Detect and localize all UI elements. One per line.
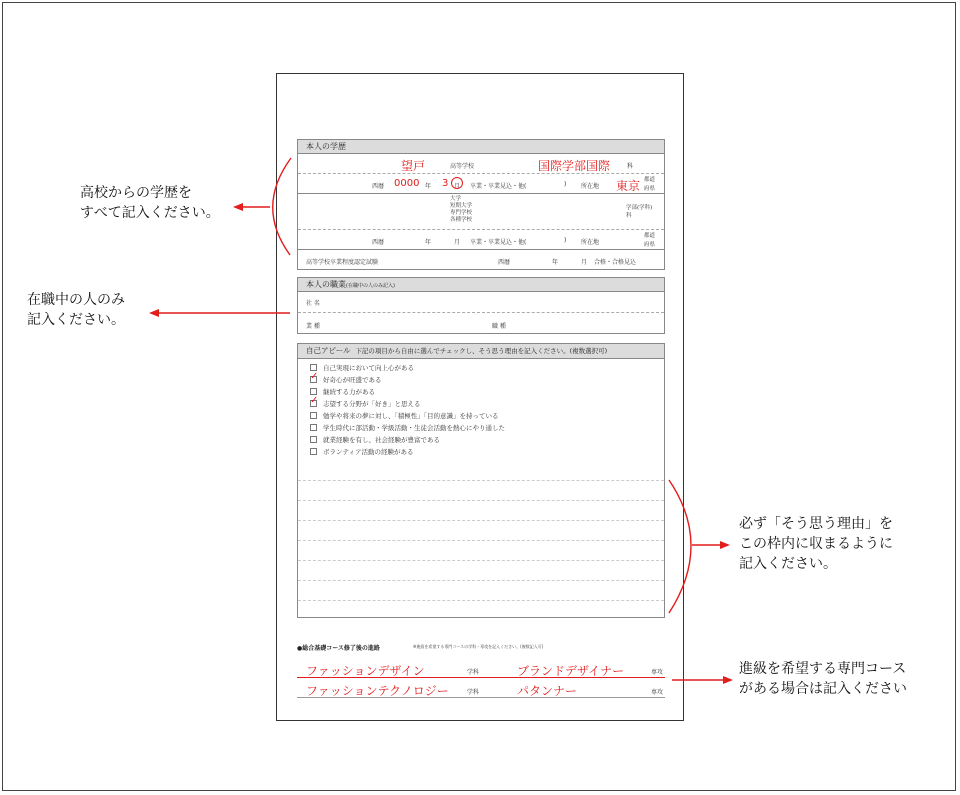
course-row-2[interactable]: ファッションテクノロジー 学科 パタンナー 専攻 bbox=[297, 678, 665, 698]
check-mark-icon: ✓ bbox=[310, 394, 319, 406]
appeal-item-3[interactable]: 継続する力がある bbox=[310, 387, 375, 396]
school-name[interactable]: 望戸 bbox=[401, 159, 426, 173]
education-title: 本人の学歴 bbox=[298, 140, 664, 154]
note-education: 高校からの学歴を すべて記入ください。 bbox=[80, 185, 220, 221]
checkbox-checked[interactable] bbox=[310, 394, 319, 407]
department-name[interactable]: 国際学部国際 bbox=[538, 159, 611, 173]
course-major[interactable]: パタンナー bbox=[517, 684, 578, 698]
ruled-line bbox=[298, 540, 664, 541]
school-type-label: 高等学校 bbox=[450, 163, 475, 170]
appeal-item-7[interactable]: 就業経験を有し、社会経験が豊富である bbox=[310, 435, 440, 444]
application-form bbox=[276, 73, 684, 721]
education-section bbox=[297, 139, 665, 270]
course-department[interactable]: ファッションテクノロジー bbox=[306, 684, 449, 698]
course-title: ●総合基礎コース修了後の進路 bbox=[297, 645, 380, 652]
employment-section bbox=[297, 277, 665, 334]
course-major[interactable]: ブランドデザイナー bbox=[517, 664, 625, 678]
department-suffix: 科 bbox=[627, 163, 634, 170]
education-row-1 bbox=[298, 154, 664, 174]
school-location[interactable]: 東京 bbox=[616, 179, 641, 193]
education-row-3: 大学 短期大学 専門学校 各種学校 学部(学科) 科 bbox=[298, 194, 664, 230]
appeal-item-4[interactable]: ✓ 志望する分野が「好き」と思える bbox=[310, 394, 421, 408]
education-row-5: 高等学校卒業程度認定試験 西暦 年 月 合格・合格見込 bbox=[306, 259, 637, 266]
ruled-line bbox=[298, 480, 664, 481]
appeal-item-2[interactable]: ✓ 好奇心が旺盛である bbox=[310, 370, 382, 384]
ruled-line bbox=[298, 580, 664, 581]
ruled-line bbox=[298, 600, 664, 601]
note-appeal: 必ず「そう思う理由」を この枠内に収まるように 記入ください。 bbox=[739, 516, 893, 572]
ruled-line bbox=[298, 520, 664, 521]
note-employment: 在職中の人のみ 記入ください。 bbox=[27, 292, 125, 328]
checkbox[interactable] bbox=[310, 388, 317, 395]
equivalency-exam-label: 高等学校卒業程度認定試験 bbox=[306, 259, 379, 266]
self-appeal-section bbox=[297, 343, 665, 618]
course-note: ※進級を希望する専門コースの学科・専攻を記入ください。(複数記入可) bbox=[413, 644, 544, 649]
self-appeal-title: 自己アピール 下記の項目から自由に選んでチェックし、そう思う理由を記入ください。(複数選択可) bbox=[298, 344, 664, 359]
education-row-4: 西暦 年 月 卒業・卒業見込・他( ) 所在地 都道 府県 bbox=[298, 230, 664, 250]
course-department[interactable]: ファッションデザイン bbox=[306, 664, 425, 678]
appeal-item-5[interactable]: 勉学や将来の夢に対し、「積極性」「目的意識」を持っている bbox=[310, 411, 499, 420]
appeal-item-8[interactable]: ボランティア活動の経験がある bbox=[310, 447, 413, 456]
graduation-status-options: 卒業・卒業見込・他( bbox=[470, 183, 527, 190]
graduation-month[interactable]: 3 bbox=[442, 178, 449, 189]
checkbox[interactable] bbox=[310, 412, 317, 419]
ruled-line bbox=[298, 560, 664, 561]
education-row-2: 西暦 0000 年 3 月 卒業・卒業見込・他( ) 所在地 東京 都道 府県 bbox=[298, 174, 664, 194]
checkbox[interactable] bbox=[310, 364, 317, 371]
graduation-year[interactable]: 0000 bbox=[394, 178, 420, 189]
note-course: 進級を希望する専門コース がある場合は記入ください bbox=[739, 661, 907, 697]
school-type-list: 大学 短期大学 専門学校 各種学校 bbox=[450, 196, 473, 223]
checkbox[interactable] bbox=[310, 424, 317, 431]
appeal-item-1[interactable]: 自己実現において向上心がある bbox=[310, 363, 414, 372]
company-row[interactable]: 社 名 bbox=[298, 292, 664, 313]
checkbox-checked[interactable] bbox=[310, 370, 319, 383]
ruled-line bbox=[298, 500, 664, 501]
course-section bbox=[297, 640, 665, 700]
appeal-item-6[interactable]: 学生時代に部活動・学級活動・生徒会活動を熱心にやり通した bbox=[310, 423, 505, 432]
check-mark-icon: ✓ bbox=[310, 370, 319, 382]
course-row-1[interactable]: ファッションデザイン 学科 ブランドデザイナー 専攻 bbox=[297, 658, 665, 678]
employment-title: 本人の職業(在職中の人のみ記入) bbox=[298, 278, 664, 292]
industry-row[interactable]: 業 種 職 種 bbox=[306, 323, 506, 330]
checkbox[interactable] bbox=[310, 436, 317, 443]
checkbox[interactable] bbox=[310, 448, 317, 455]
